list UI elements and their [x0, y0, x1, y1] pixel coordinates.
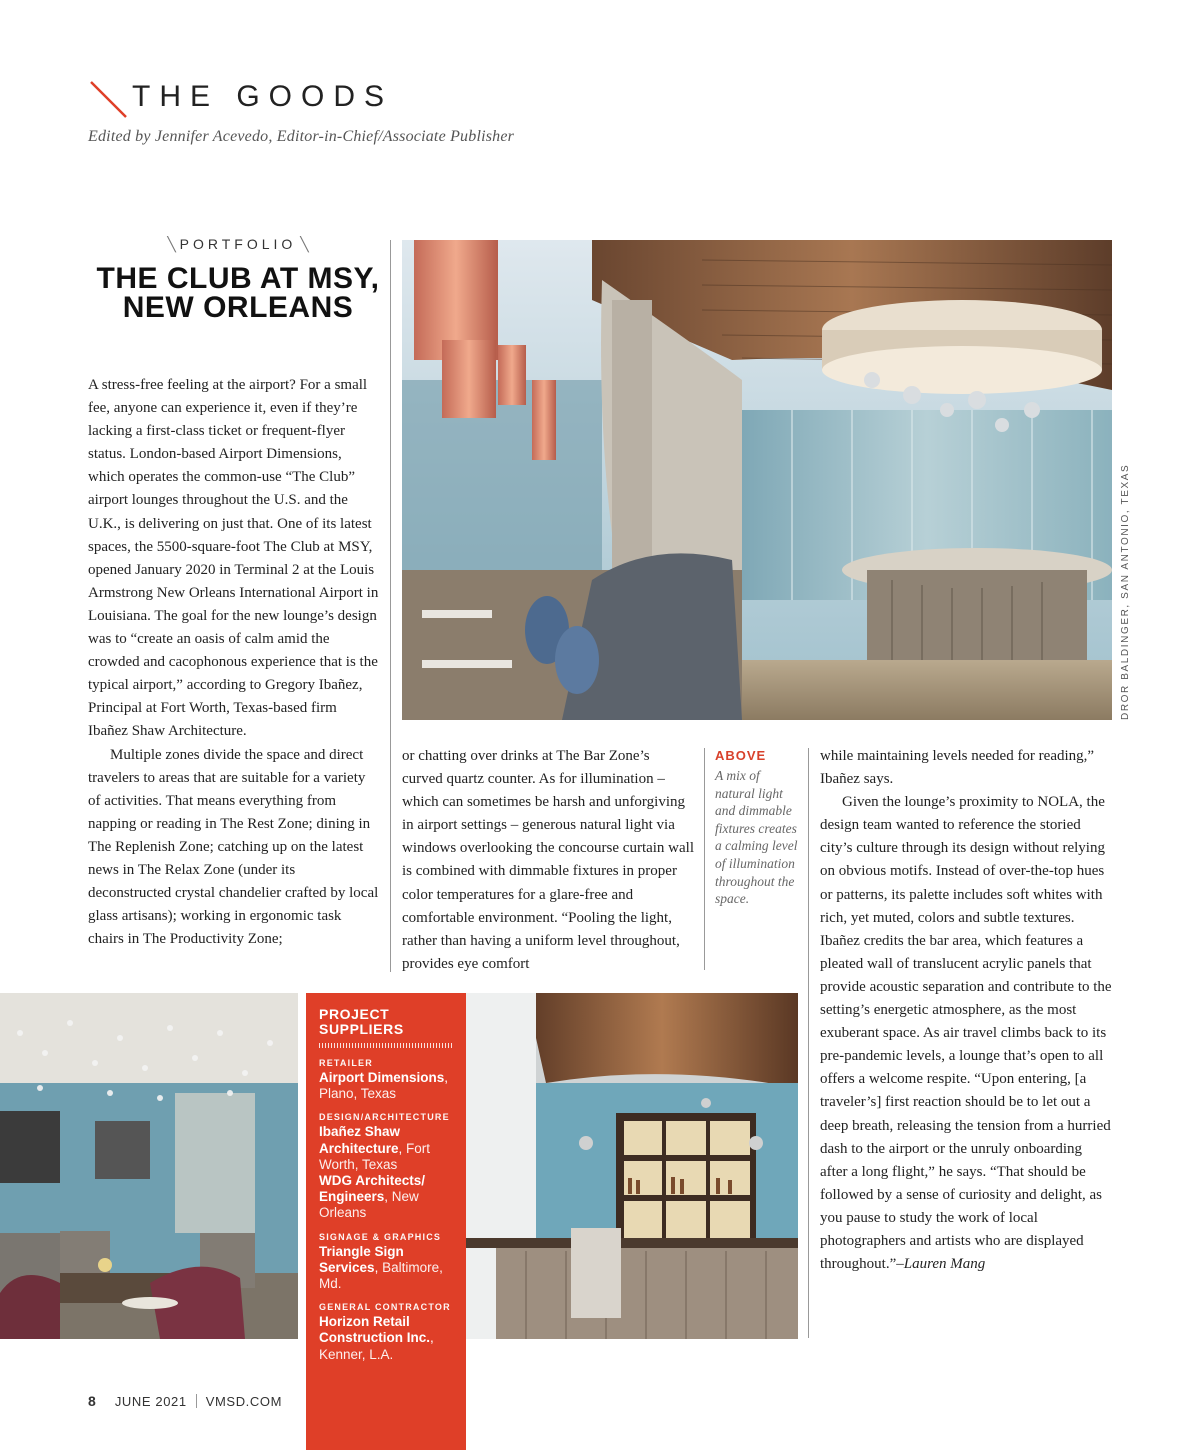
- editor-line: Edited by Jennifer Acevedo, Editor-in-Chief/Associate Publisher: [88, 128, 515, 145]
- supplier-category: SIGNAGE & GRAPHICS: [319, 1231, 442, 1242]
- hero-lounge-photo: [402, 240, 1112, 720]
- supplier-category: RETAILER: [319, 1058, 373, 1068]
- photo-credit: [1120, 463, 1136, 720]
- paragraph-3: or chatting over drinks at The Bar Zone’s curved quartz counter. As for illumination – which can sometimes be harsh and unforgiving in airport settings – generous natural light via windows overlooking the concourse curtain wall is combined with dimmable fixtures in proper color temperatures for a glare-free and comfortable environment. “Pooling the light, rather than having a uniform level throughout, provides eye comfort: [402, 748, 695, 972]
- supplier-category: GENERAL CONTRACTOR: [319, 1302, 451, 1313]
- supplier-location: Plano, Texas: [319, 1086, 397, 1102]
- photo-credit-text: DROR BALDINGER, SAN ANTONIO, TEXAS: [1120, 463, 1131, 720]
- column-divider: [390, 240, 391, 972]
- caption-text: A mix of natural light and dimmable fixtures creates a calming level of illumination throughout the space.: [715, 768, 798, 907]
- article-byline: –Lauren Mang: [896, 1256, 986, 1273]
- kicker-label: PORTFOLIO: [179, 236, 297, 252]
- supplier-location: Fort Worth, Texas: [319, 1140, 431, 1172]
- supplier-name: Triangle Sign Services: [319, 1243, 404, 1275]
- article-column-2: [402, 745, 694, 976]
- supplier-name: Airport Dimensions: [319, 1070, 445, 1085]
- page-number: 8: [88, 1393, 97, 1409]
- kicker-slash-left-icon: ╲: [167, 236, 180, 252]
- article-headline: THE CLUB AT MSY, NEW ORLEANS: [96, 262, 380, 324]
- bar-zone-photo: [466, 993, 798, 1339]
- article-column-3: [820, 745, 1112, 1276]
- column-divider: [808, 748, 809, 1338]
- suppliers-rule: [319, 1043, 454, 1048]
- supplier-name: Ibañez Shaw Architecture: [319, 1124, 401, 1156]
- project-suppliers-box: [306, 993, 466, 1450]
- paragraph-5: [820, 791, 1112, 1276]
- supplier-name: Horizon Retail Construction Inc.: [319, 1314, 430, 1346]
- caption-label: ABOVE: [715, 748, 767, 763]
- supplier-location: Kenner, L.A.: [319, 1346, 394, 1362]
- suppliers-title: PROJECT SUPPLIERS: [319, 1006, 404, 1037]
- supplier-location: New Orleans: [319, 1189, 419, 1221]
- site-url: VMSD.COM: [205, 1394, 283, 1409]
- paragraph-4: while maintaining levels needed for reading,” Ibañez says.: [820, 748, 1095, 788]
- slash-mark-icon: [88, 80, 128, 120]
- supplier-entry: Horizon Retail Construction Inc., Kenner, L.A.: [319, 1314, 434, 1362]
- paragraph-1: A stress-free feeling at the airport? For a small fee, anyone can experience it, even if they’re lacking a first-class ticket or frequent-flyer status. London-based Airport Dimensions, which operates the common-use “The Club” airport lounges throughout the U.S. and the U.K., is delivering on just that. One of its latest spaces, the 5500-square-foot The Club at MSY, opened January 2020 in Terminal 2 at the Louis Armstrong New Orleans International Airport in Louisiana. The goal for the new lounge’s design was to “create an oasis of calm amid the crowded and cacophonous experience that is the typical airport,” according to Gregory Ibañez, Principal at Fort Worth, Texas-based firm Ibañez Shaw Architecture.: [88, 377, 379, 740]
- issue-date: JUNE 2021: [114, 1394, 187, 1409]
- article-column-1: [88, 374, 380, 951]
- supplier-entry: Airport Dimensions, Plano, Texas: [319, 1070, 449, 1102]
- paragraph-2: Multiple zones divide the space and direct travelers to areas that are suitable for a variety of activities. That means everything from napping or reading in The Rest Zone; dining in The Replenish Zone; catching up on the latest news in The Relax Zone (under its deconstructed crystal chandelier crafted by local glass artisans); working in ergonomic task chairs in The Productivity Zone;: [88, 746, 379, 948]
- supplier-entry: Ibañez Shaw Architecture, Fort Worth, Texas: [319, 1124, 431, 1172]
- column-divider: [704, 748, 705, 970]
- footer-divider: [196, 1394, 197, 1408]
- supplier-location: Baltimore, Md.: [319, 1259, 443, 1292]
- supplier-category: DESIGN/ARCHITECTURE: [319, 1112, 450, 1123]
- kicker-slash-right-icon: ╲: [296, 236, 309, 252]
- section-title: THE GOODS: [132, 80, 394, 113]
- page-footer: [88, 1393, 282, 1409]
- paragraph-5-text: Given the lounge’s proximity to NOLA, the design team wanted to reference the storied city’s culture through its design without relying on obvious motifs. Instead of over-the-top hues or patterns, its palette includes soft whites with rich, yet muted, colors and subtle textures. Ibañez credits the bar area, which features a pleated wall of translucent acrylic panels that provide acoustic separation and contribute to the setting’s energetic atmosphere, as the most exuberant space. As air travel climbs back to its pre-pandemic levels, a lounge that’s open to all offers a welcome respite. “Upon entering, [a traveler’s] first reaction should be to let out a deep breath, releasing the tension from a hurried dash to the airport or the unruly onboarding after a long flight,” he says. “That should be followed by a sense of curiosity and delight, as you pause to study the work of local photographers and artists who are displayed throughout.”: [820, 794, 1112, 1273]
- relax-zone-photo: [0, 993, 298, 1339]
- supplier-entry: Triangle Sign Services, Baltimore, Md.: [319, 1243, 443, 1292]
- supplier-name: WDG Architects/ Engineers: [319, 1173, 426, 1205]
- supplier-entry: WDG Architects/ Engineers, New Orleans: [319, 1173, 426, 1221]
- portfolio-kicker: [88, 236, 388, 253]
